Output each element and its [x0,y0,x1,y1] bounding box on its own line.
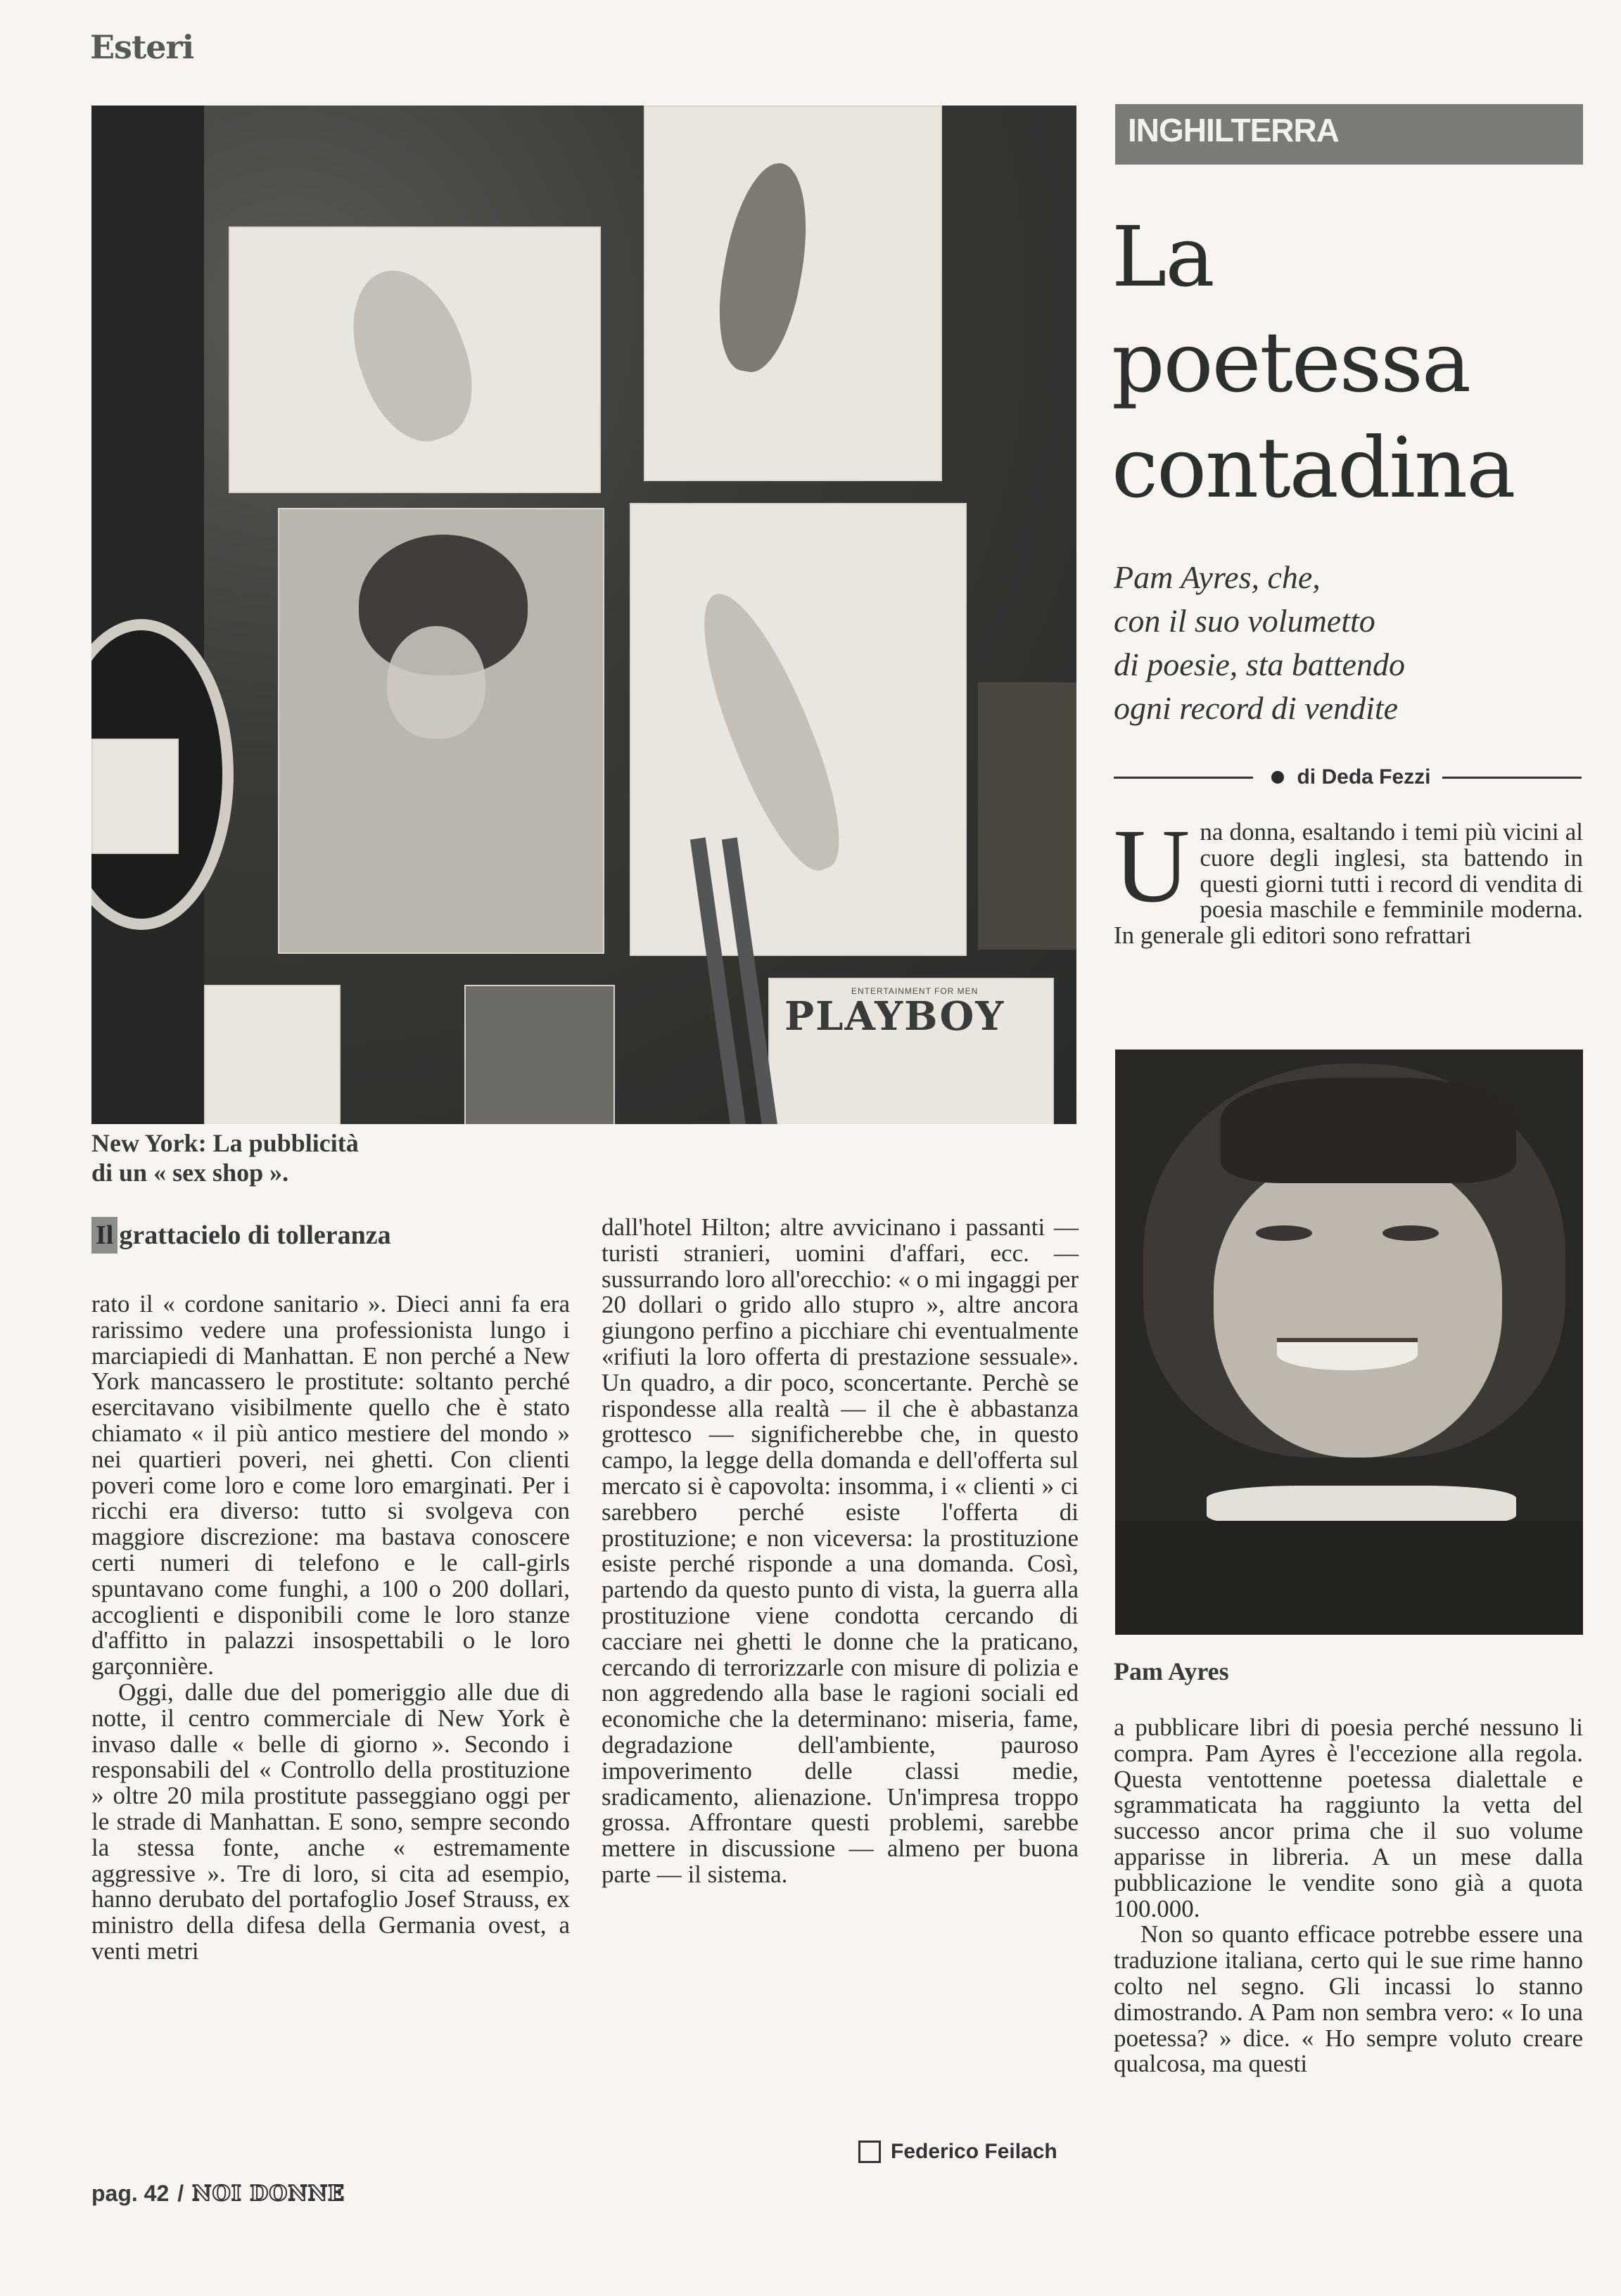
photo-caption [91,1128,359,1187]
sidebar-subhead [91,1217,391,1254]
sidebar-column-1 [91,1292,570,1965]
photo-caption-line: di un « sex shop ». [91,1159,289,1187]
deck-line: con il suo volumetto [1114,603,1375,639]
headline [1112,204,1515,521]
byline-author: di Deda Fezzi [1297,765,1431,789]
page-number: pag. 42 [91,2181,170,2206]
magazine-tagline: ENTERTAINMENT FOR MEN [851,986,979,996]
drop-cap: U [1114,808,1190,924]
deck-line: Pam Ayres, che, [1114,559,1321,595]
bullet-icon [1271,771,1284,784]
sidebar-column-2 [602,1215,1079,1888]
paragraph: a pubblicare libri di poesia perché nessuno li compra. Pam Ayres è l'eccezione alla regola. Questa ventottenne poetessa dialettale e sgrammaticata ha raggiunto la vetta del successo ancor prima che il suo volume apparisse in libreria. A un mese dalla pubblicazione le vendite sono già a quota 100.000. [1114,1714,1583,1922]
deck-line: ogni record di vendite [1114,690,1399,726]
page-footer [91,2181,345,2207]
magazine-title: PLAYBOY [784,993,1005,1040]
sex-shop-photo [91,106,1076,1124]
headline-line: La [1112,208,1214,305]
subhead-text: grattacielo di tolleranza [119,1220,391,1250]
paragraph: Non so quanto efficace potrebbe essere una traduzione italiana, certo qui le sue rime hanno colto nel segno. Gli incassi lo stanno dimostrando. A Pam non sembra vero: « Io una poetessa? » dice. « Ho sempre voluto creare qualcosa, ma questi [1114,1920,1583,2078]
byline [1114,760,1582,795]
paragraph: rato il « cordone sanitario ». Dieci anni fa era rarissimo vedere una professionista lungo i marciapiedi di Manhattan. E non perché a New York mancassero le prostitute: soltanto perché esercitavano visibilmente quello che è stato chiamato « il più antico mestiere del mondo » nei quartieri poveri, nei ghetti. Con clienti poveri come loro e come loro emarginati. Per i ricchi era diverso: tutto si svolgeva con maggiore discrezione: ma bastava conoscere certi numeri di telefono e le call-girls spuntavano come funghi, a 100 o 200 dollari, accoglienti e disponibili come le loro stanze d'affitto in palazzi insospettabili o le loro garçonnière. [91,1290,570,1680]
deck-line: di poesie, sta battendo [1114,646,1405,682]
portrait-caption: Pam Ayres [1114,1657,1229,1685]
headline-line: poetessa [1112,314,1470,411]
sidebar-author [858,2140,1057,2164]
paragraph: Oggi, dalle due del pomeriggio alle due di notte, il centro commerciale di New York è invaso dalle « belle di giorno ». Secondo i responsabili del « Controllo della prostituzione » oltre 20 mila prostitute passeggiano oggi per le strade di Manhattan. E sono, sempre secondo la stessa fonte, anche « estremamente aggressive ». Tre di loro, si cita ad esempio, hanno derubato del portafoglio Josef Strauss, ex ministro della difesa della Germania ovest, a venti metri [91,1678,570,1965]
footer-separator: / [177,2181,184,2206]
rule-divider [1114,777,1253,779]
portrait-photo [1115,1050,1583,1635]
intro-text: na donna, esaltando i temi più vicini al cuore degli inglesi, sta battendo in questi giorni tutti i record di vendita di poesia maschile e femminile moderna. In generale gli editori sono refrattari [1114,818,1583,950]
continuation-column [1114,1715,1583,2077]
intro-paragraph [1114,808,1583,950]
headline-line: contadina [1112,419,1515,516]
deck [1114,556,1405,730]
rule-divider [1442,777,1582,779]
section-label: Esteri [90,28,194,66]
square-bullet-icon [858,2141,881,2163]
kicker: INGHILTERRA [1128,112,1339,148]
subhead-boxed-word: Il [91,1217,117,1254]
paragraph: dall'hotel Hilton; altre avvicinano i passanti — turisti stranieri, uomini d'affari, ecc. — sussurrando loro all'orecchio: « o mi ingaggi per 20 dollari o grido allo stupro », altre ancora giungono perfino a picchiare chi eventualmente «rifiuti la loro offerta di prestazione sessuale». Un quadro, a dir poco, sconcertante. Perchè se rispondesse alla realtà — il che è abbastanza grottesco — significherebbe che, in questo campo, la legge della domanda e dell'offerta sul mercato si è capovolta: insomma, i « clienti » ci sarebbero perché esiste l'offerta di prostituzione; e non viceversa: la prostituzione esiste perché risponde a una domanda. Così, partendo da questo punto di vista, la guerra alla prostituzione viene condotta cercando di cacciare nei ghetti le donne che la praticano, cercando di terrorizzarle con misure di polizia e non aggredendo alla base le ragioni sociali ed economiche che la determinano: miseria, fame, degradazione dell'ambiente, pauroso impoverimento delle classi medie, sradicamento, alienazione. Un'impresa troppo grossa. Affrontare questi problemi, sarebbe mettere in discussione — almeno per buona parte — il sistema. [602,1213,1079,1888]
magazine-logo: NOI DONNE [192,2181,345,2206]
photo-caption-line: New York: La pubblicità [91,1129,359,1157]
author-name: Federico Feilach [891,2140,1057,2163]
